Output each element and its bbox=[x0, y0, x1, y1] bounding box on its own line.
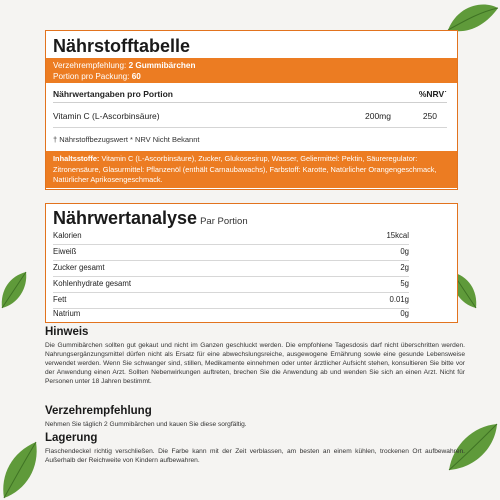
serving-info-band bbox=[46, 58, 457, 83]
nutrition-row bbox=[53, 111, 447, 121]
portions-value: 60 bbox=[131, 72, 141, 81]
leaf-icon bbox=[0, 270, 30, 310]
analysis-row bbox=[53, 261, 409, 277]
analysis-row-value: 5g bbox=[400, 279, 409, 288]
nutrient-nrv: 250 bbox=[422, 111, 437, 121]
analysis-subtitle: Par Portion bbox=[200, 216, 248, 227]
serving-value: 2 Gummibärchen bbox=[128, 61, 196, 70]
analysis-row-name: Fett bbox=[53, 295, 67, 304]
analysis-row bbox=[53, 277, 409, 293]
analysis-row-value: 15kcal bbox=[386, 231, 409, 240]
footnote: † Nährstoffbezugswert * NRV Nicht Bekannt bbox=[53, 135, 200, 144]
analysis-row bbox=[53, 245, 409, 261]
analysis-row-value: 0g bbox=[400, 247, 409, 256]
nutrition-header-left: Nährwertangaben pro Portion bbox=[53, 89, 173, 99]
analysis-row-name: Eiweiß bbox=[53, 247, 77, 256]
nutrient-name: Vitamin C (L-Ascorbinsäure) bbox=[53, 111, 160, 121]
analysis-row-value: 0.01g bbox=[389, 295, 409, 304]
ingredients-band bbox=[46, 151, 457, 188]
lagerung-text: Flaschendeckel richtig verschließen. Die Farbe kann mit der Zeit verblassen, am besten an einem kühlen, trockenen Ort aufbewahren. Außerhalb der Reichweite von Kindern aufbewahren. bbox=[45, 448, 465, 464]
hinweis-heading: Hinweis bbox=[45, 326, 89, 338]
verzehr-text: Nehmen Sie täglich 2 Gummibärchen und kauen Sie diese sorgfältig. bbox=[45, 421, 247, 428]
analysis-row bbox=[53, 229, 409, 245]
analysis-row-name: Kalorien bbox=[53, 231, 82, 240]
analysis-title-text: Nährwertanalyse bbox=[53, 208, 198, 228]
portions-label: Portion pro Packung: bbox=[53, 72, 130, 81]
nutrition-table-panel bbox=[45, 30, 458, 190]
nutrition-header-row bbox=[53, 89, 447, 103]
analysis-row-name: Kohlenhydrate gesamt bbox=[53, 279, 132, 288]
nutrition-table-title: Nährstofftabelle bbox=[53, 36, 191, 56]
analysis-title bbox=[53, 208, 248, 229]
lagerung-heading: Lagerung bbox=[45, 432, 98, 444]
serving-label: Verzehrempfehlung: bbox=[53, 61, 127, 70]
analysis-panel bbox=[45, 203, 458, 323]
nutrition-header-nrv: %NRV˙ bbox=[418, 89, 447, 99]
analysis-row-value: 2g bbox=[400, 263, 409, 272]
leaf-icon bbox=[0, 440, 40, 500]
analysis-row-name: Zucker gesamt bbox=[53, 263, 105, 272]
ingredients-text: Vitamin C (L-Ascorbinsäure), Zucker, Glukosesirup, Wasser, Geliermittel: Pektin, Säureregulator: Zitronensäure, Glasurmittel: Pflanzenöl (enthält Carnaubawachs), Farbstoff: Karotte, Natürlicher Orangengeschmack, Natürlicher Aprikosengeschmack. bbox=[53, 154, 437, 184]
verzehr-heading: Verzehrempfehlung bbox=[45, 405, 152, 417]
hinweis-text: Die Gummibärchen sollten gut gekaut und nicht im Ganzen geschluckt werden. Die empfohlene Tagesdosis darf nicht überschritten werden. Nahrungsergänzungsmittel dürfen nicht als Ersatz für eine abwechslungsreiche, ausgewogene Ernährung sowie eine gesunde Lebensweise verwendet werden. Wenn Sie schwanger sind, stillen, Medikamente einnehmen oder unter ärztlicher Aufsicht stehen, konsultieren Sie bitte vor der Anwendung einen Arzt. Sollten Nebenwirkungen auftreten, brechen Sie die Anwendung ab und wenden Sie sich an einen Arzt. Nicht für Personen unter 18 Jahren bestimmt. bbox=[45, 342, 465, 385]
analysis-row-value: 0g bbox=[400, 309, 409, 318]
analysis-row-name: Natrium bbox=[53, 309, 81, 318]
analysis-row bbox=[53, 307, 409, 323]
divider bbox=[53, 127, 447, 128]
ingredients-label: Inhaltsstoffe: bbox=[53, 154, 100, 163]
nutrient-amount: 200mg bbox=[365, 111, 391, 121]
